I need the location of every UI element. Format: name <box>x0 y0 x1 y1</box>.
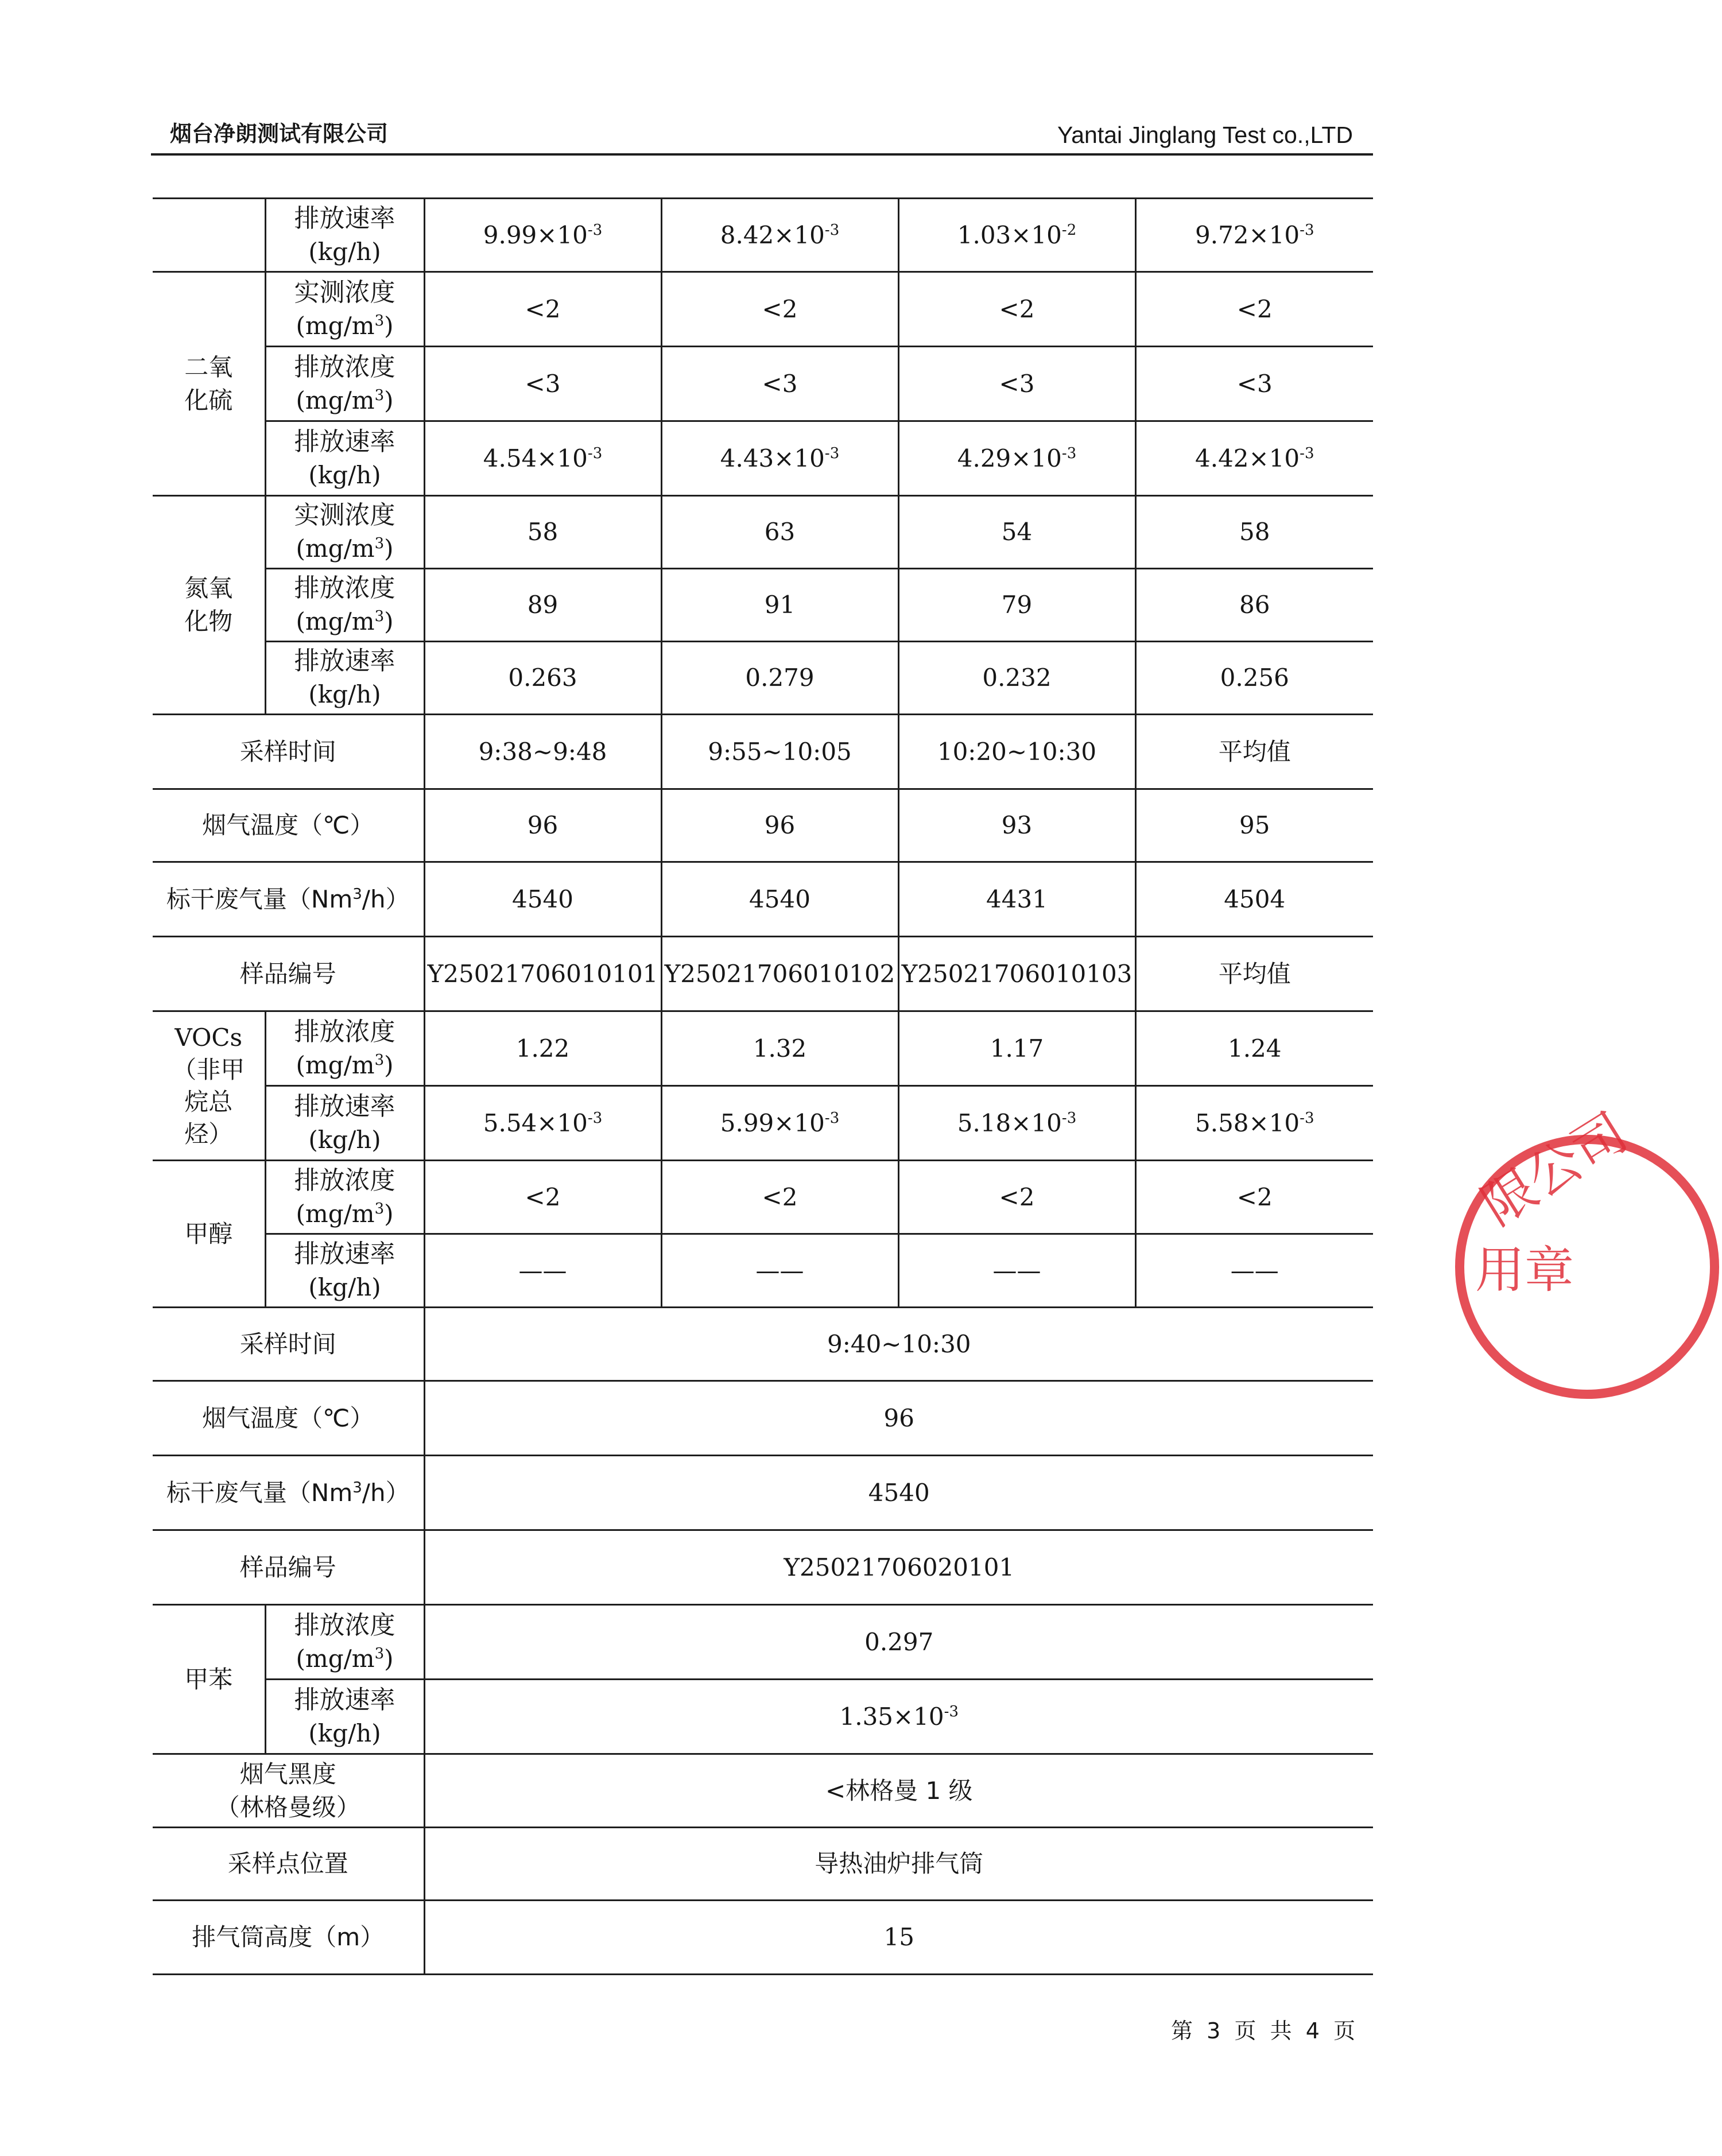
value-cell: <2 <box>1135 272 1373 347</box>
value-cell: —— <box>898 1234 1135 1308</box>
value-cell: 0.256 <box>1135 642 1373 715</box>
flue-temp-row <box>153 789 1373 862</box>
value-cell: 9:38~9:48 <box>424 715 661 789</box>
value-cell: 4540 <box>424 862 661 937</box>
nox-rate-row <box>153 642 1373 715</box>
value-cell-merged: $1.35\times 10^{-3}$ <box>424 1680 1373 1754</box>
value-cell: 91 <box>661 569 898 642</box>
value-cell: 1.32 <box>661 1011 898 1086</box>
row-label: 烟气温度（℃） <box>153 1381 424 1456</box>
value-cell: <2 <box>898 272 1135 347</box>
group-nox: 氮氧 化物 <box>153 496 265 715</box>
value-cell: $5.54\times 10^{-3}$ <box>424 1086 661 1161</box>
value-cell: <3 <box>898 347 1135 421</box>
seal-text-lower: 用章 <box>1475 1242 1574 1299</box>
value-cell: —— <box>1135 1234 1373 1308</box>
value-cell: $5.58\times 10^{-3}$ <box>1135 1086 1373 1161</box>
value-cell-merged: Y25021706020101 <box>424 1530 1373 1605</box>
group-toluene: 甲苯 <box>153 1605 265 1754</box>
value-cell: $9.72\times 10^{-3}$ <box>1135 199 1373 272</box>
value-cell-merged: 0.297 <box>424 1605 1373 1680</box>
value-cell: <2 <box>898 1161 1135 1234</box>
company-seal-stamp <box>1452 1101 1722 1402</box>
value-cell: <2 <box>661 1161 898 1234</box>
sample-no-row-2 <box>153 1530 1373 1605</box>
value-cell: —— <box>424 1234 661 1308</box>
value-cell-merged: 导热油炉排气筒 <box>424 1828 1373 1901</box>
group-so2: 二氧 化硫 <box>153 272 265 496</box>
param-label: 排放速率 (kg/h) <box>265 199 424 272</box>
value-cell: <3 <box>661 347 898 421</box>
value-cell: <2 <box>424 1161 661 1234</box>
value-cell: <3 <box>1135 347 1373 421</box>
row-label: 烟气温度（℃） <box>153 789 424 862</box>
row-label: 采样时间 <box>153 1308 424 1381</box>
row-label: 烟气黑度 （林格曼级） <box>153 1754 424 1828</box>
value-cell: $5.99\times 10^{-3}$ <box>661 1086 898 1161</box>
value-cell: 10:20~10:30 <box>898 715 1135 789</box>
group-cell-continued <box>153 199 265 272</box>
header-rule <box>151 153 1373 156</box>
value-cell: 58 <box>1135 496 1373 569</box>
value-cell: 平均值 <box>1135 715 1373 789</box>
value-cell: 63 <box>661 496 898 569</box>
value-cell: —— <box>661 1234 898 1308</box>
sampling-time-row <box>153 715 1373 789</box>
value-cell-merged: <林格曼 1 级 <box>424 1754 1373 1828</box>
value-cell: 0.232 <box>898 642 1135 715</box>
value-cell: 58 <box>424 496 661 569</box>
param-label: 排放浓度 $(mg/m^3)$ <box>265 1605 424 1680</box>
group-methanol: 甲醇 <box>153 1161 265 1308</box>
seal-text-upper: 限公司 <box>1471 1101 1638 1238</box>
param-label: 实测浓度 $(mg/m^3)$ <box>265 496 424 569</box>
company-name-en: Yantai Jinglang Test co.,LTD <box>1057 122 1353 148</box>
param-label: 实测浓度 $(mg/m^3)$ <box>265 272 424 347</box>
row-label: 采样点位置 <box>153 1828 424 1901</box>
nox-emission-row <box>153 569 1373 642</box>
row-label: 样品编号 <box>153 937 424 1011</box>
value-cell: $4.54\times 10^{-3}$ <box>424 421 661 496</box>
value-cell: <2 <box>661 272 898 347</box>
value-cell: $9.99\times 10^{-3}$ <box>424 199 661 272</box>
value-cell-merged: 96 <box>424 1381 1373 1456</box>
value-cell-merged: 15 <box>424 1901 1373 1975</box>
value-cell: 86 <box>1135 569 1373 642</box>
value-cell: 4431 <box>898 862 1135 937</box>
flue-temp-row-2 <box>153 1381 1373 1456</box>
value-cell: 89 <box>424 569 661 642</box>
value-cell: 0.263 <box>424 642 661 715</box>
value-cell: $4.43\times 10^{-3}$ <box>661 421 898 496</box>
value-cell: $1.03\times 10^{-2}$ <box>898 199 1135 272</box>
value-cell: $4.42\times 10^{-3}$ <box>1135 421 1373 496</box>
row-label: 样品编号 <box>153 1530 424 1605</box>
top-rate-row <box>153 199 1373 272</box>
sampling-point-row <box>153 1828 1373 1901</box>
value-cell: Y25021706010103 <box>898 937 1135 1011</box>
toluene-conc-row <box>153 1605 1373 1680</box>
value-cell: 96 <box>424 789 661 862</box>
test-results-table <box>153 197 1373 1975</box>
value-cell: <2 <box>424 272 661 347</box>
row-label: 标干废气量（Nm$^3$/h） <box>153 1456 424 1530</box>
param-label: 排放速率 (kg/h) <box>265 1086 424 1161</box>
group-vocs: VOCs （非甲 烷总 烃） <box>153 1011 265 1161</box>
value-cell: 96 <box>661 789 898 862</box>
dry-gas-row <box>153 862 1373 937</box>
value-cell: 平均值 <box>1135 937 1373 1011</box>
value-cell: 79 <box>898 569 1135 642</box>
value-cell: $4.29\times 10^{-3}$ <box>898 421 1135 496</box>
value-cell: 95 <box>1135 789 1373 862</box>
so2-emission-row <box>153 347 1373 421</box>
value-cell: Y25021706010102 <box>661 937 898 1011</box>
value-cell: 1.24 <box>1135 1011 1373 1086</box>
stack-height-row <box>153 1901 1373 1975</box>
param-label: 排放浓度 $(mg/m^3)$ <box>265 1161 424 1234</box>
value-cell: 93 <box>898 789 1135 862</box>
sampling-time-row-2 <box>153 1308 1373 1381</box>
row-label: 标干废气量（Nm$^3$/h） <box>153 862 424 937</box>
company-name-cn: 烟台净朗测试有限公司 <box>170 121 389 146</box>
value-cell: Y25021706010101 <box>424 937 661 1011</box>
value-cell: <2 <box>1135 1161 1373 1234</box>
value-cell: 0.279 <box>661 642 898 715</box>
value-cell: 1.17 <box>898 1011 1135 1086</box>
param-label: 排放速率 (kg/h) <box>265 1234 424 1308</box>
vocs-conc-row <box>153 1011 1373 1086</box>
value-cell-merged: 9:40~10:30 <box>424 1308 1373 1381</box>
value-cell: 4504 <box>1135 862 1373 937</box>
methanol-rate-row <box>153 1234 1373 1308</box>
value-cell: $8.42\times 10^{-3}$ <box>661 199 898 272</box>
page-number: 第 3 页 共 4 页 <box>1171 2018 1356 2043</box>
value-cell: 9:55~10:05 <box>661 715 898 789</box>
vocs-rate-row <box>153 1086 1373 1161</box>
param-label: 排放浓度 $(mg/m^3)$ <box>265 569 424 642</box>
row-label: 排气筒高度（m） <box>153 1901 424 1975</box>
param-label: 排放浓度 $(mg/m^3)$ <box>265 347 424 421</box>
smoke-blackness-row <box>153 1754 1373 1828</box>
param-label: 排放速率 (kg/h) <box>265 421 424 496</box>
value-cell: <3 <box>424 347 661 421</box>
value-cell: 4540 <box>661 862 898 937</box>
value-cell: 54 <box>898 496 1135 569</box>
param-label: 排放速率 (kg/h) <box>265 642 424 715</box>
row-label: 采样时间 <box>153 715 424 789</box>
dry-gas-row-2 <box>153 1456 1373 1530</box>
value-cell-merged: 4540 <box>424 1456 1373 1530</box>
so2-measured-row <box>153 272 1373 347</box>
sample-no-row <box>153 937 1373 1011</box>
param-label: 排放浓度 $(mg/m^3)$ <box>265 1011 424 1086</box>
toluene-rate-row <box>153 1680 1373 1754</box>
value-cell: 1.22 <box>424 1011 661 1086</box>
param-label: 排放速率 (kg/h) <box>265 1680 424 1754</box>
so2-rate-row <box>153 421 1373 496</box>
value-cell: $5.18\times 10^{-3}$ <box>898 1086 1135 1161</box>
methanol-conc-row <box>153 1161 1373 1234</box>
nox-measured-row <box>153 496 1373 569</box>
